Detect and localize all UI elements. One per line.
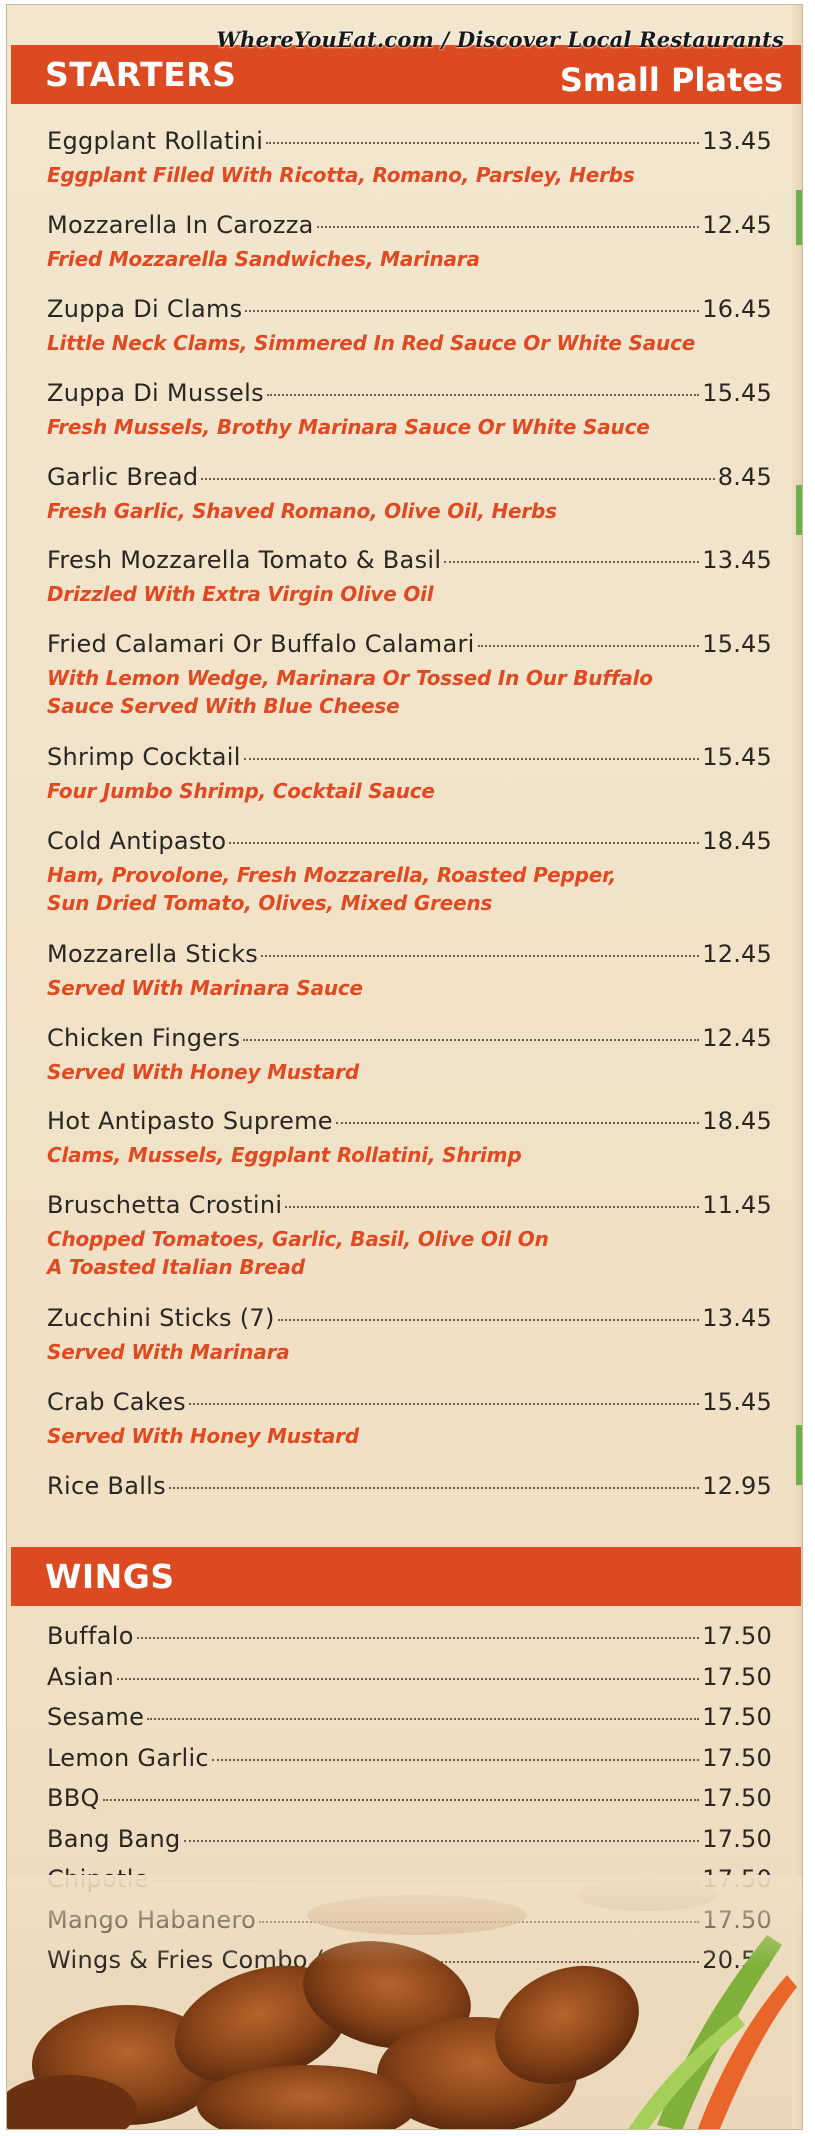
item-name: Zuppa Di Clams	[47, 295, 243, 323]
menu-item	[47, 743, 772, 805]
item-line	[47, 127, 772, 161]
item-name: Lemon Garlic	[47, 1743, 209, 1772]
item-price: 17.50	[702, 1743, 772, 1772]
item-description: Served With Marinara	[47, 1340, 290, 1364]
item-name: Sesame	[47, 1703, 145, 1731]
item-name: Garlic Bread	[47, 463, 199, 491]
dot-leader	[117, 1678, 699, 1680]
dot-leader	[243, 1039, 699, 1041]
dot-leader	[261, 955, 699, 957]
item-name: BBQ	[47, 1784, 100, 1812]
item-name: Rice Balls	[47, 1472, 166, 1500]
item-price: 15.45	[702, 630, 772, 658]
item-price: 16.45	[702, 295, 772, 323]
item-price: 18.45	[702, 1107, 772, 1135]
menu-item	[47, 546, 772, 608]
item-line	[47, 1304, 772, 1338]
section-title: STARTERS	[45, 55, 237, 94]
item-name: Mozzarella In Carozza	[47, 211, 314, 239]
dot-leader	[137, 1637, 700, 1639]
item-line	[47, 1388, 772, 1422]
dot-leader	[103, 1799, 700, 1801]
watermark-text: WhereYouEat.com / Discover Local Restaurants	[216, 27, 784, 52]
wings-food-photo	[7, 1875, 802, 2130]
item-description: Fresh Garlic, Shaved Romano, Olive Oil, Herbs	[47, 499, 557, 523]
dot-leader	[229, 842, 699, 844]
item-description: Clams, Mussels, Eggplant Rollatini, Shrimp	[47, 1143, 522, 1167]
dot-leader	[147, 1718, 699, 1720]
item-price: 8.45	[717, 463, 772, 491]
item-line	[47, 295, 772, 329]
item-description: Served With Honey Mustard	[47, 1424, 359, 1448]
item-name: Fried Calamari Or Buffalo Calamari	[47, 630, 475, 658]
menu-item	[47, 1107, 772, 1169]
menu-item	[47, 127, 772, 189]
menu-item	[47, 1472, 772, 1506]
menu-item	[47, 630, 772, 720]
starters-banner	[11, 45, 801, 104]
item-line	[47, 1191, 772, 1225]
item-line	[47, 1024, 772, 1058]
section-title: WINGS	[45, 1557, 175, 1596]
item-price: 12.45	[702, 940, 772, 968]
item-name: Bruschetta Crostini	[47, 1191, 283, 1219]
dot-leader	[266, 142, 699, 144]
wing-item	[47, 1663, 772, 1697]
item-description: Served With Marinara Sauce	[47, 976, 363, 1000]
item-name: Crab Cakes	[47, 1388, 186, 1416]
menu-item	[47, 1388, 772, 1450]
wing-item	[47, 1703, 772, 1737]
item-price: 12.45	[702, 1024, 772, 1052]
item-price: 17.50	[702, 1784, 772, 1812]
item-line	[47, 630, 772, 664]
item-price: 13.45	[702, 127, 772, 155]
edge-mark	[796, 1425, 802, 1485]
menu-item	[47, 379, 772, 441]
item-line	[47, 940, 772, 974]
item-name: Fresh Mozzarella Tomato & Basil	[47, 546, 442, 574]
item-line	[47, 379, 772, 413]
menu-item	[47, 211, 772, 273]
item-name: Cold Antipasto	[47, 827, 227, 855]
item-description: Fried Mozzarella Sandwiches, Marinara	[47, 247, 480, 271]
item-name: Eggplant Rollatini	[47, 127, 264, 155]
wing-item	[47, 1622, 772, 1656]
menu-item	[47, 827, 772, 917]
wing-item	[47, 1744, 772, 1778]
menu-item	[47, 1024, 772, 1086]
edge-mark	[796, 485, 802, 535]
item-description: Little Neck Clams, Simmered In Red Sauce Or White Sauce	[47, 331, 696, 355]
item-description: Chopped Tomatoes, Garlic, Basil, Olive Oil On	[47, 1227, 549, 1251]
menu-item	[47, 463, 772, 525]
item-line	[47, 1472, 772, 1506]
dot-leader	[285, 1206, 699, 1208]
item-price: 13.45	[702, 546, 772, 574]
item-price: 17.50	[702, 1662, 772, 1691]
item-price: 15.45	[702, 743, 772, 771]
item-name: Mozzarella Sticks	[47, 940, 259, 968]
dot-leader	[184, 1840, 700, 1842]
item-description: Sauce Served With Blue Cheese	[47, 694, 400, 718]
item-line	[47, 463, 772, 497]
item-description: Fresh Mussels, Brothy Marinara Sauce Or White Sauce	[47, 415, 650, 439]
item-name: Bang Bang	[47, 1824, 181, 1853]
dot-leader	[336, 1122, 699, 1124]
item-line	[47, 211, 772, 245]
item-description: Sun Dried Tomato, Olives, Mixed Greens	[47, 891, 493, 915]
dot-leader	[245, 310, 699, 312]
item-line	[47, 1107, 772, 1141]
item-description: Four Jumbo Shrimp, Cocktail Sauce	[47, 779, 435, 803]
dot-leader	[267, 394, 699, 396]
wings-banner	[11, 1547, 801, 1606]
item-description: Eggplant Filled With Ricotta, Romano, Parsley, Herbs	[47, 163, 635, 187]
wing-item	[47, 1784, 772, 1818]
item-name: Buffalo	[47, 1622, 134, 1650]
item-price: 17.50	[702, 1824, 772, 1853]
item-price: 17.50	[702, 1622, 772, 1650]
dot-leader	[212, 1759, 699, 1761]
menu-page	[6, 4, 803, 2130]
menu-item	[47, 1304, 772, 1366]
item-price: 12.45	[702, 211, 772, 239]
item-name: Asian	[47, 1662, 115, 1691]
item-name: Shrimp Cocktail	[47, 743, 241, 771]
item-name: Hot Antipasto Supreme	[47, 1107, 333, 1135]
item-price: 17.50	[702, 1703, 772, 1731]
item-name: Chicken Fingers	[47, 1024, 241, 1052]
item-description: Drizzled With Extra Virgin Olive Oil	[47, 582, 434, 606]
item-price: 18.45	[702, 827, 772, 855]
dot-leader	[278, 1319, 700, 1321]
dot-leader	[189, 1403, 699, 1405]
item-description: With Lemon Wedge, Marinara Or Tossed In Our Buffalo	[47, 666, 653, 690]
menu-item	[47, 1191, 772, 1281]
menu-item	[47, 295, 772, 357]
wing-item	[47, 1825, 772, 1859]
dot-leader	[201, 478, 714, 480]
edge-mark	[796, 190, 802, 245]
page-edge	[792, 5, 802, 2129]
item-price: 15.45	[702, 1388, 772, 1416]
menu-item	[47, 940, 772, 1002]
section-subtitle: Small Plates	[559, 60, 783, 99]
dot-leader	[169, 1487, 699, 1489]
item-description: Served With Honey Mustard	[47, 1060, 359, 1084]
item-name: Zuppa Di Mussels	[47, 379, 264, 407]
item-description: Ham, Provolone, Fresh Mozzarella, Roasted Pepper,	[47, 863, 617, 887]
item-line	[47, 827, 772, 861]
item-price: 11.45	[702, 1191, 772, 1219]
dot-leader	[478, 645, 700, 647]
item-price: 13.45	[702, 1304, 772, 1332]
dot-leader	[244, 758, 700, 760]
dot-leader	[444, 561, 699, 563]
item-price: 15.45	[702, 379, 772, 407]
dot-leader	[317, 226, 700, 228]
item-line	[47, 743, 772, 777]
item-price: 12.95	[702, 1472, 772, 1500]
item-line	[47, 546, 772, 580]
item-name: Zucchini Sticks (7)	[47, 1304, 275, 1332]
item-description: A Toasted Italian Bread	[47, 1255, 305, 1279]
